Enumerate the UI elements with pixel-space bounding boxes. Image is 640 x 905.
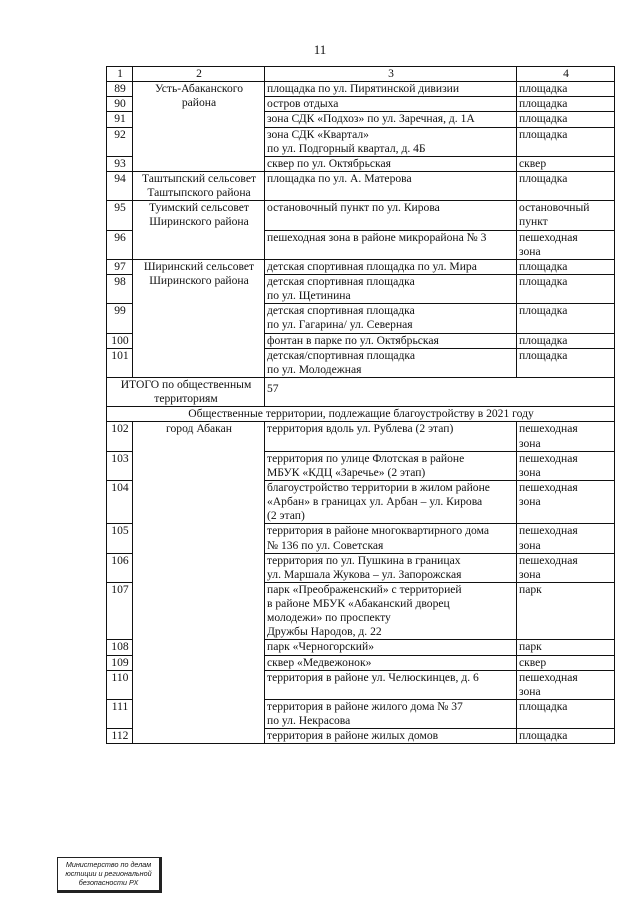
page-number: 11	[313, 42, 327, 57]
territories-table	[106, 66, 615, 744]
row-number: 112	[107, 729, 133, 744]
territory-name: парк «Черногорский»	[265, 640, 517, 655]
territory-type: пешеходная зона	[517, 451, 615, 480]
row-number: 106	[107, 553, 133, 582]
row-number: 94	[107, 171, 133, 200]
territory-name: фонтан в парке по ул. Октябрьская	[265, 333, 517, 348]
row-number: 108	[107, 640, 133, 655]
territory-name: остров отдыха	[265, 97, 517, 112]
territory-type: площадка	[517, 304, 615, 333]
row-number: 96	[107, 230, 133, 259]
territory-type: парк	[517, 582, 615, 640]
column-header: 3	[265, 67, 517, 82]
territory-type: площадка	[517, 700, 615, 729]
ministry-stamp: Министерство по делам юстиции и региональной безопасности РХ	[57, 857, 162, 893]
territory-name: благоустройство территории в жилом районе «Арбан» в границах ул. Арбан – ул. Кирова (2 этап)	[265, 480, 517, 523]
row-number: 103	[107, 451, 133, 480]
column-header: 1	[107, 67, 133, 82]
territory-type: площадка	[517, 171, 615, 200]
row-number: 109	[107, 655, 133, 670]
territory-name: территория в районе жилого дома № 37 по ул. Некрасова	[265, 700, 517, 729]
municipality-cell: Ширинский сельсовет Ширинского района	[133, 259, 265, 377]
total-value: 57	[265, 377, 615, 406]
territory-type: площадка	[517, 259, 615, 274]
column-header: 4	[517, 67, 615, 82]
total-label: ИТОГО по общественным территориям	[107, 377, 265, 406]
territory-type: пешеходная зона	[517, 480, 615, 523]
territory-name: детская спортивная площадка по ул. Гагарина/ ул. Северная	[265, 304, 517, 333]
territory-name: детская спортивная площадка по ул. Щетинина	[265, 274, 517, 303]
territory-name: территория по ул. Пушкина в границах ул. Маршала Жукова – ул. Запорожская	[265, 553, 517, 582]
section-row	[107, 407, 615, 422]
territory-type: площадка	[517, 274, 615, 303]
territory-name: сквер по ул. Октябрьская	[265, 156, 517, 171]
territory-name: площадка по ул. Пирятинской дивизии	[265, 82, 517, 97]
row-number: 111	[107, 700, 133, 729]
row-number: 99	[107, 304, 133, 333]
territory-name: территория в районе ул. Челюскинцев, д. 6	[265, 670, 517, 699]
row-number: 110	[107, 670, 133, 699]
territory-type: площадка	[517, 112, 615, 127]
territory-type: пешеходная зона	[517, 422, 615, 451]
territory-name: сквер «Медвежонок»	[265, 655, 517, 670]
row-number: 105	[107, 524, 133, 553]
territory-type: остановочный пункт	[517, 201, 615, 230]
table-row	[107, 422, 615, 451]
territory-type: сквер	[517, 156, 615, 171]
table-row	[107, 171, 615, 200]
row-number: 107	[107, 582, 133, 640]
territory-type: площадка	[517, 729, 615, 744]
territory-type: площадка	[517, 82, 615, 97]
territory-type: пешеходная зона	[517, 553, 615, 582]
territory-type: площадка	[517, 348, 615, 377]
territory-type: площадка	[517, 127, 615, 156]
territory-type: парк	[517, 640, 615, 655]
column-header: 2	[133, 67, 265, 82]
section-heading: Общественные территории, подлежащие благоустройству в 2021 году	[107, 407, 615, 422]
territory-name: территория в районе жилых домов	[265, 729, 517, 744]
territory-name: детская спортивная площадка по ул. Мира	[265, 259, 517, 274]
row-number: 101	[107, 348, 133, 377]
territory-type: пешеходная зона	[517, 524, 615, 553]
total-row	[107, 377, 615, 406]
territory-type: площадка	[517, 97, 615, 112]
municipality-cell: город Абакан	[133, 422, 265, 744]
territory-name: пешеходная зона в районе микрорайона № 3	[265, 230, 517, 259]
territory-name: территория по улице Флотская в районе МБУК «КДЦ «Заречье» (2 этап)	[265, 451, 517, 480]
territory-type: пешеходная зона	[517, 670, 615, 699]
row-number: 98	[107, 274, 133, 303]
territory-name: зона СДК «Подхоз» по ул. Заречная, д. 1А	[265, 112, 517, 127]
territory-name: площадка по ул. А. Матерова	[265, 171, 517, 200]
territory-name: парк «Преображенский» с территорией в районе МБУК «Абаканский дворец молодежи» по проспекту Дружбы Народов, д. 22	[265, 582, 517, 640]
territory-name: территория в районе многоквартирного дома № 136 по ул. Советская	[265, 524, 517, 553]
territory-name: остановочный пункт по ул. Кирова	[265, 201, 517, 230]
row-number: 102	[107, 422, 133, 451]
municipality-cell: Таштыпский сельсовет Таштыпского района	[133, 171, 265, 200]
row-number: 92	[107, 127, 133, 156]
municipality-cell: Туимский сельсовет Ширинского района	[133, 201, 265, 260]
row-number: 91	[107, 112, 133, 127]
row-number: 93	[107, 156, 133, 171]
row-number: 90	[107, 97, 133, 112]
municipality-cell: Усть-Абаканского района	[133, 82, 265, 172]
territory-name: территория вдоль ул. Рублева (2 этап)	[265, 422, 517, 451]
territory-name: детская/спортивная площадка по ул. Молодежная	[265, 348, 517, 377]
row-number: 100	[107, 333, 133, 348]
table-row	[107, 201, 615, 230]
territory-type: сквер	[517, 655, 615, 670]
territory-name: зона СДК «Квартал» по ул. Подгорный квартал, д. 4Б	[265, 127, 517, 156]
table-header-row	[107, 67, 615, 82]
row-number: 97	[107, 259, 133, 274]
territory-type: площадка	[517, 333, 615, 348]
row-number: 89	[107, 82, 133, 97]
territory-type: пешеходная зона	[517, 230, 615, 259]
table-row	[107, 259, 615, 274]
table-row	[107, 82, 615, 97]
row-number: 95	[107, 201, 133, 230]
row-number: 104	[107, 480, 133, 523]
